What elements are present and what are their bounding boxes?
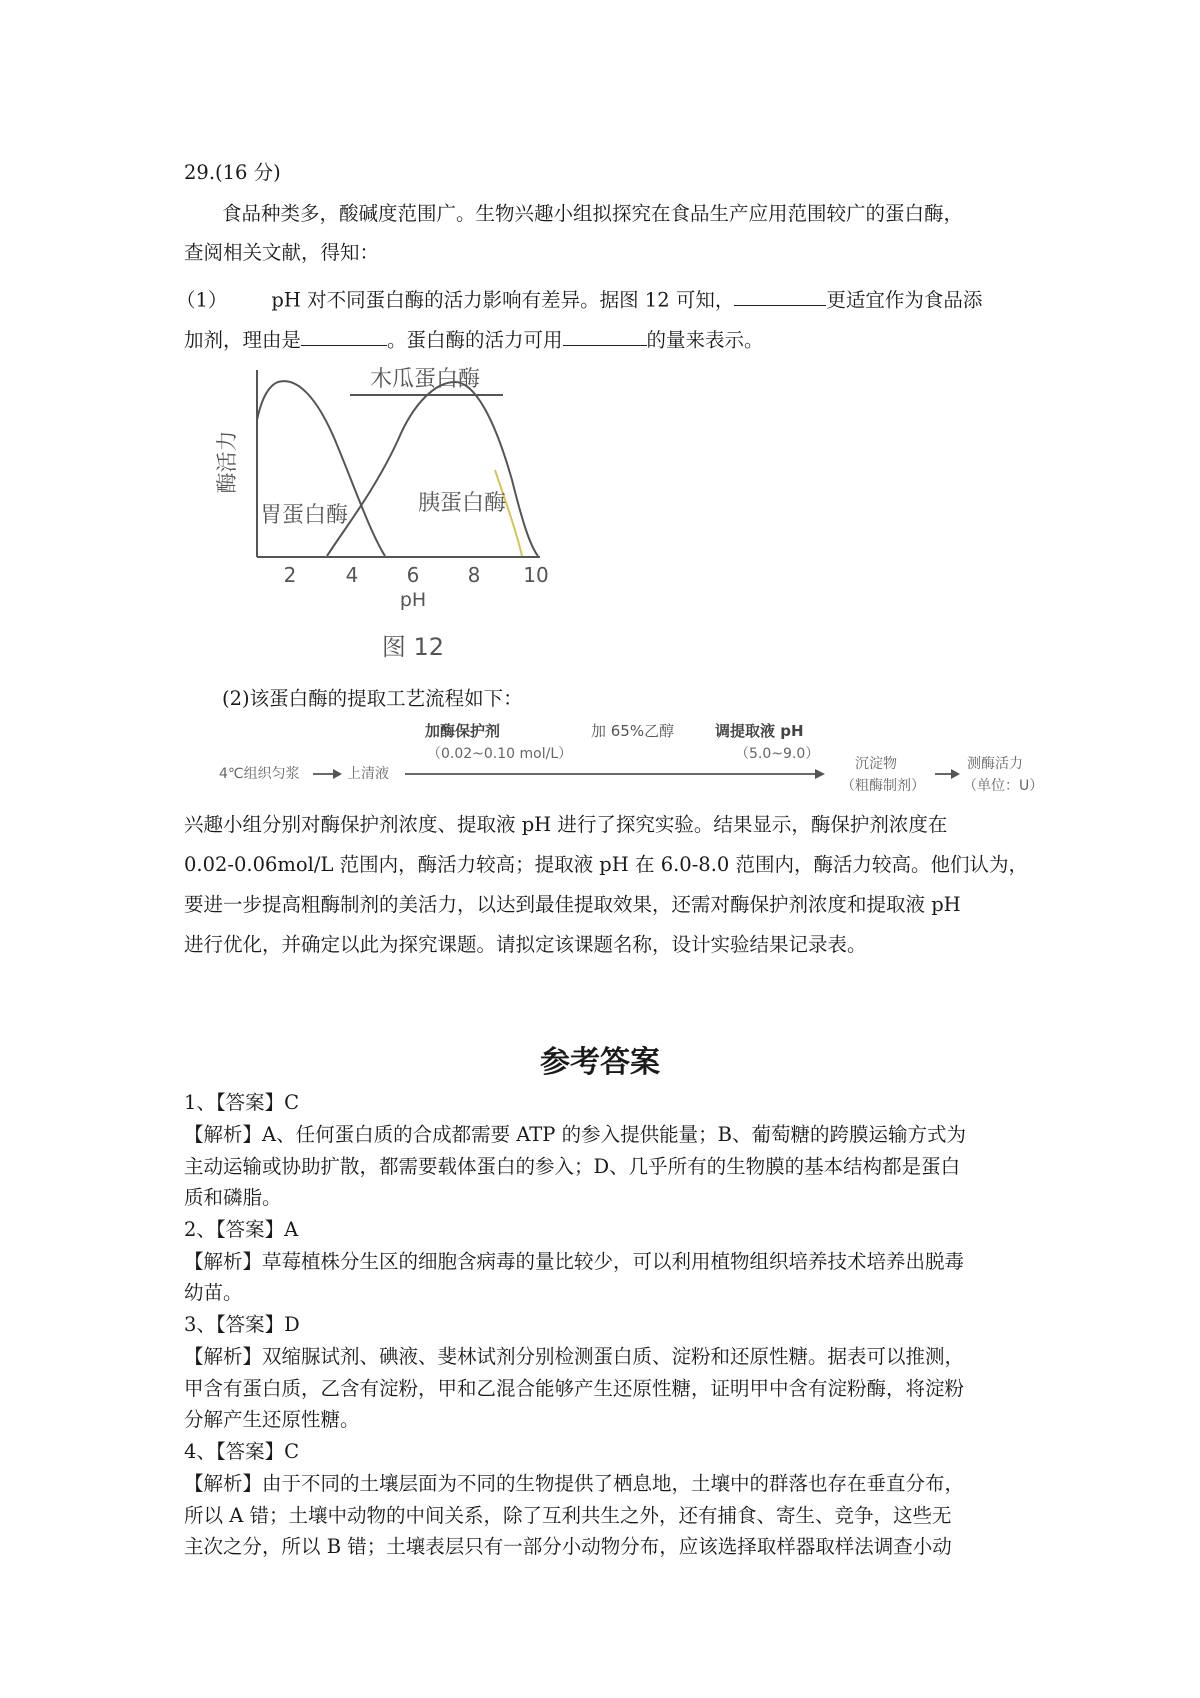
answers-title: 参考答案: [540, 1045, 660, 1080]
after-line-2: 0.02-0.06mol/L 范围内，酶活力较高；提取液 pH 在 6.0-8.0 范围内，酶活力较高。他们认为，: [184, 853, 1029, 876]
label-pepsin: 胃蛋白酶: [260, 503, 349, 528]
answer-4-explain-3: 主次之分，所以 B 错；土壤表层只有一部分小动物分布，应该选择取样器取样法调查小动: [184, 1535, 952, 1558]
question-header: 29.(16 分): [184, 161, 281, 184]
flow-add-ethanol: 加 65%乙醇: [591, 722, 675, 740]
flow-arrowhead-1: [333, 769, 342, 779]
flow-step-homogenate: 4℃组织匀浆: [219, 766, 300, 782]
answer-1-explain-3: 质和磷脂。: [184, 1186, 282, 1209]
answer-2-explain-2: 幼苗。: [184, 1281, 243, 1304]
tick-label-10: 10: [523, 563, 549, 587]
flow-ph-range: （5.0~9.0）: [735, 746, 820, 762]
part1-text-c: 加剂，理由是: [184, 328, 302, 352]
part1-text-e: 的量来表示。: [646, 328, 764, 352]
after-line-1: 兴趣小组分别对酶保护剂浓度、提取液 pH 进行了探究实验。结果显示，酶保护剂浓度在: [184, 813, 948, 836]
part2-heading: (2)该蛋白酶的提取工艺流程如下：: [222, 687, 523, 710]
part1-number: （1）: [176, 288, 228, 312]
tick-label-6: 6: [406, 563, 420, 587]
answer-4-explain-1: 【解析】由于不同的土壤层面为不同的生物提供了栖息地，土壤中的群落也存在垂直分布，: [184, 1472, 965, 1495]
part1-text-b: 更适宜作为食品添: [826, 288, 983, 312]
answer-2: 2、【答案】A: [184, 1218, 299, 1241]
part1-line-2: [184, 325, 1044, 350]
pepsin-curve: [257, 381, 385, 556]
answer-3-explain-3: 分解产生还原性糖。: [184, 1408, 360, 1431]
answer-3-explain-2: 甲含有蛋白质，乙含有淀粉，甲和乙混合能够产生还原性糖，证明甲中含有淀粉酶，将淀粉: [184, 1377, 965, 1400]
answer-4-explain-2: 所以 A 错；土壤中动物的中间关系，除了互利共生之外，还有捕食、寄生、竞争，这些无: [184, 1504, 952, 1527]
flow-step-unit: （单位：U）: [963, 778, 1044, 794]
answer-2-explain-1: 【解析】草莓植株分生区的细胞含病毒的量比较少，可以利用植物组织培养技术培养出脱毒: [184, 1250, 965, 1273]
flow-step-precipitate: 沉淀物: [855, 756, 897, 772]
after-line-3: 要进一步提高粗酶制剂的美活力，以达到最佳提取效果，还需对酶保护剂浓度和提取液 pH: [184, 893, 961, 916]
part1-text-a: pH 对不同蛋白酶的活力影响有差异。据图 12 可知，: [271, 288, 735, 312]
answer-4: 4、【答案】C: [184, 1440, 300, 1463]
flow-protectant-range: （0.02~0.10 mol/L）: [427, 746, 573, 762]
intro-line-2: 查阅相关文献，得知：: [184, 241, 380, 264]
figure-12: [200, 360, 600, 665]
answer-blank-1[interactable]: [734, 285, 826, 306]
tick-label-4: 4: [345, 563, 359, 587]
tick-label-2: 2: [283, 563, 297, 587]
after-line-4: 进行优化，并确定以此为探究课题。请拟定该课题名称，设计实验结果记录表。: [184, 933, 867, 956]
part1-line-1: [176, 285, 1036, 310]
flow-step-crude-enzyme: （粗酶制剂）: [841, 778, 925, 794]
flow-step-measure: 测酶活力: [967, 756, 1023, 772]
answer-blank-3[interactable]: [563, 325, 647, 346]
tick-label-8: 8: [467, 563, 481, 587]
answer-1-explain-2: 主动运输或协助扩散，都需要载体蛋白的参入；D、几乎所有的生物膜的基本结构都是蛋白: [184, 1155, 961, 1178]
extraction-flow-diagram: [215, 712, 1065, 802]
label-papain: 木瓜蛋白酶: [369, 367, 481, 392]
trypsin-curve: [327, 382, 538, 556]
answer-1-explain-1: 【解析】A、任何蛋白质的合成都需要 ATP 的参入提供能量；B、葡萄糖的跨膜运输方式为: [184, 1123, 966, 1146]
answer-3-explain-1: 【解析】双缩脲试剂、碘液、斐林试剂分别检测蛋白质、淀粉和还原性糖。据表可以推测，: [184, 1345, 965, 1368]
answer-blank-2[interactable]: [301, 325, 387, 346]
flow-arrowhead-2: [951, 769, 960, 779]
label-trypsin: 胰蛋白酶: [418, 491, 507, 516]
x-axis-label: pH: [399, 589, 427, 611]
flow-adjust-ph: 调提取液 pH: [715, 722, 804, 740]
flow-arrowhead-long: [815, 769, 825, 779]
intro-line-1: 食品种类多，酸碱度范围广。生物兴趣小组拟探究在食品生产应用范围较广的蛋白酶，: [222, 202, 964, 225]
part1-text-d: 。蛋白酶的活力可用: [387, 328, 563, 352]
figure-caption: 图 12: [381, 633, 445, 661]
y-axis-label: 酶活力: [215, 430, 239, 494]
flow-add-protectant: 加酶保护剂: [425, 722, 501, 740]
answer-3: 3、【答案】D: [184, 1313, 300, 1336]
answer-1: 1、【答案】C: [184, 1091, 300, 1114]
flow-step-supernatant: 上清液: [347, 766, 389, 782]
